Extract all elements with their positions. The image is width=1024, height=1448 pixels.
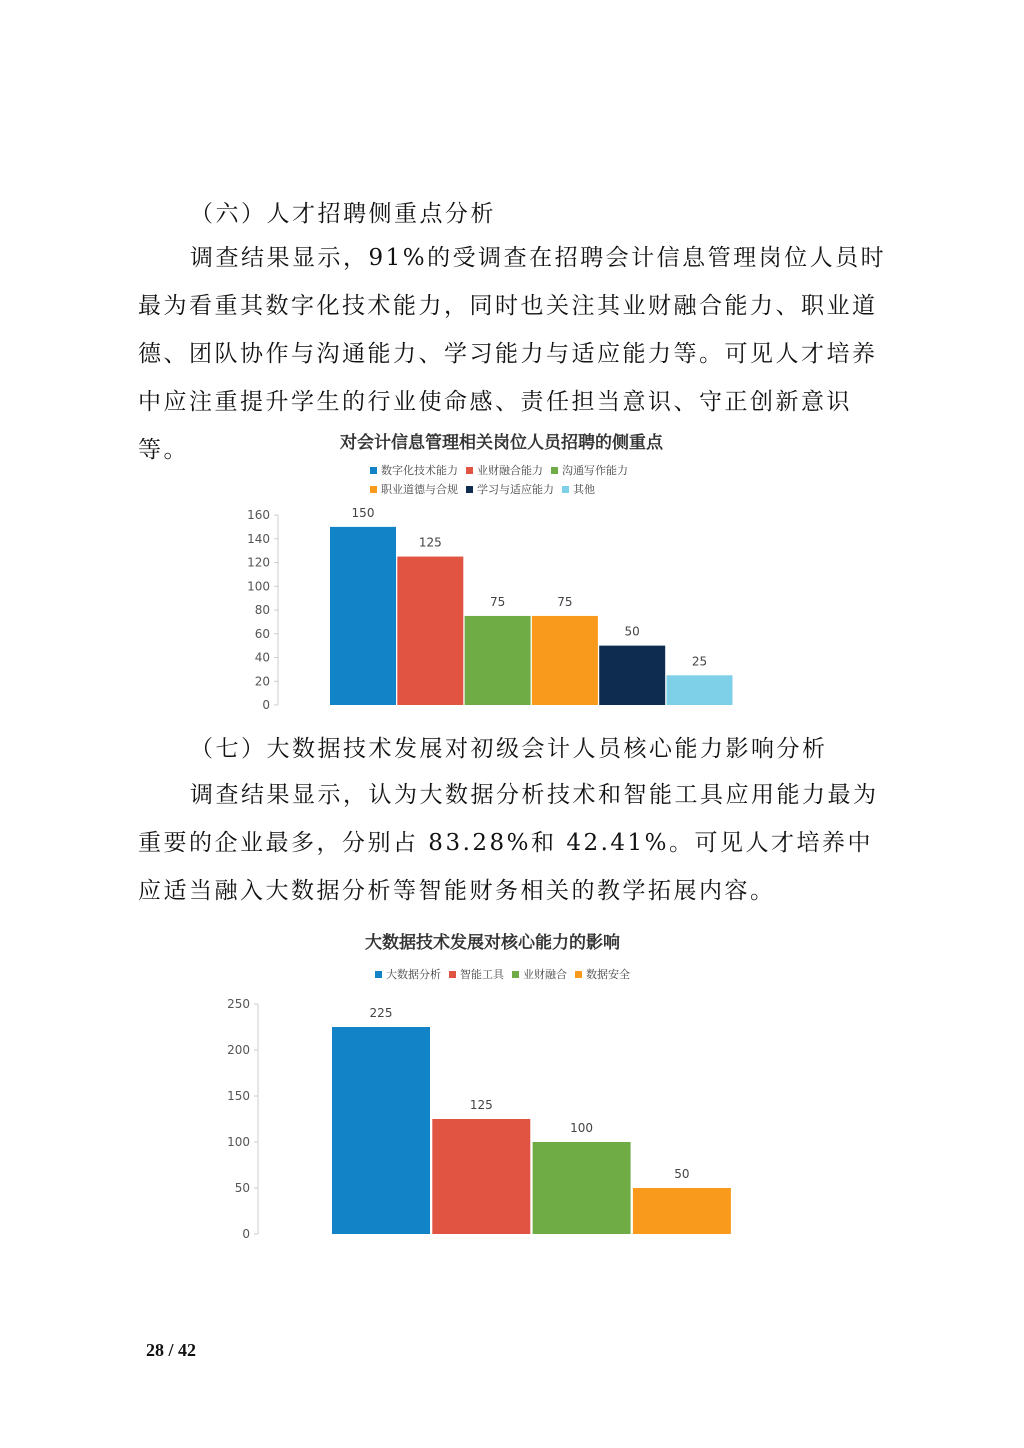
chart-2-y-tick-label: 50 [234, 1181, 250, 1195]
chart-1-legend [370, 462, 700, 497]
section-6-heading: （六）人才招聘侧重点分析 [190, 201, 496, 227]
chart-1-y-tick-label: 140 [247, 531, 270, 546]
chart-1-legend-swatch [551, 467, 558, 474]
chart-2-legend [375, 966, 695, 982]
chart-2-legend-swatch [575, 971, 582, 978]
chart-1-legend-item [466, 481, 554, 497]
chart-2-bar [432, 1119, 530, 1234]
chart-1-y-tick-label: 20 [254, 674, 270, 689]
chart-1-bar [397, 557, 463, 705]
chart-1-legend-swatch [466, 486, 473, 493]
chart-2-y-tick-label: 200 [227, 1043, 250, 1057]
chart-1-legend-item [370, 462, 458, 478]
chart-2-title: 大数据技术发展对核心能力的影响 [365, 933, 620, 953]
chart-1-data-label: 125 [418, 535, 442, 550]
chart-1-bar [667, 675, 733, 705]
chart-2-legend-label: 业财融合 [523, 968, 567, 981]
chart-2-legend-swatch [512, 971, 519, 978]
page-number: 28 / 42 [146, 1340, 197, 1360]
chart-2-data-label: 50 [674, 1167, 690, 1181]
chart-1-legend-swatch [466, 467, 473, 474]
chart-1-data-label: 25 [691, 654, 708, 669]
chart-2-y-tick-label: 150 [227, 1089, 250, 1103]
chart-2-legend-label: 大数据分析 [386, 968, 441, 981]
chart-1-legend-label: 数字化技术能力 [381, 464, 458, 477]
chart-2-legend-label: 数据安全 [586, 968, 630, 981]
chart-1-legend-item [466, 462, 543, 478]
chart-2-legend-item [575, 966, 630, 982]
chart-2-legend-item [449, 966, 504, 982]
chart-1-legend-label: 业财融合能力 [477, 464, 543, 477]
chart-2-y-tick-label: 100 [227, 1135, 250, 1149]
chart-2-y-tick-label: 250 [227, 997, 250, 1011]
chart-1-legend-label: 沟通写作能力 [562, 464, 628, 477]
chart-1-plot [235, 505, 755, 720]
chart-1-y-tick-label: 40 [254, 650, 270, 665]
chart-1-data-label: 75 [557, 594, 573, 609]
chart-2-plot [215, 990, 745, 1250]
chart-2-legend-item [375, 966, 441, 982]
chart-2-data-label: 225 [369, 1006, 393, 1020]
chart-1-legend-item [551, 462, 628, 478]
chart-1-legend-label: 职业道德与合规 [381, 483, 458, 496]
section-6-paragraph: 调查结果显示，91%的受调查在招聘会计信息管理岗位人员时最为看重其数字化技术能力，同时也关注其业财融合能力、职业道德、团队协作与沟通能力、学习能力与适应能力等。可见人才培养中应注重提升学生的行业使命感、责任担当意识、守正创新意识等。 [138, 245, 887, 463]
chart-1-data-label: 50 [624, 624, 640, 639]
chart-1-legend-swatch [562, 486, 569, 493]
chart-2-bar [533, 1142, 631, 1234]
chart-1-legend-item [562, 481, 595, 497]
chart-1-bar [599, 646, 665, 705]
chart-1-data-label: 150 [351, 505, 375, 520]
chart-1-bar [465, 616, 531, 705]
chart-2-data-label: 125 [469, 1098, 493, 1112]
section-7-heading: （七）大数据技术发展对初级会计人员核心能力影响分析 [190, 736, 828, 762]
chart-1-y-tick-label: 100 [247, 579, 270, 594]
chart-1-legend-label: 其他 [573, 483, 595, 496]
section-7-paragraph: 调查结果显示，认为大数据分析技术和智能工具应用能力最为重要的企业最多，分别占 83.28%和 42.41%。可见人才培养中应适当融入大数据分析等智能财务相关的教学拓展内容。 [138, 782, 879, 904]
chart-2-data-label: 100 [570, 1121, 594, 1135]
chart-1-legend-label: 学习与适应能力 [477, 483, 554, 496]
chart-2-legend-swatch [375, 971, 382, 978]
chart-1-legend-swatch [370, 467, 377, 474]
chart-1-title: 对会计信息管理相关岗位人员招聘的侧重点 [340, 433, 663, 453]
chart-1-y-tick-label: 80 [254, 603, 270, 617]
chart-1-data-label: 75 [489, 594, 506, 609]
chart-1-y-tick-label: 120 [247, 555, 270, 570]
chart-2-legend-swatch [449, 971, 456, 978]
chart-1-bar [532, 616, 598, 705]
chart-1-y-tick-label: 0 [262, 698, 270, 712]
chart-1-bar [330, 527, 396, 705]
chart-2-y-tick-label: 0 [242, 1227, 250, 1241]
chart-2-bar [633, 1188, 731, 1234]
chart-2-legend-label: 智能工具 [460, 968, 504, 981]
chart-1-y-tick-label: 160 [247, 508, 270, 522]
chart-1-y-tick-label: 60 [254, 626, 270, 641]
chart-2-bar [332, 1027, 430, 1234]
chart-1-legend-swatch [370, 486, 377, 493]
chart-2-legend-item [512, 966, 567, 982]
chart-1-legend-item [370, 481, 458, 497]
